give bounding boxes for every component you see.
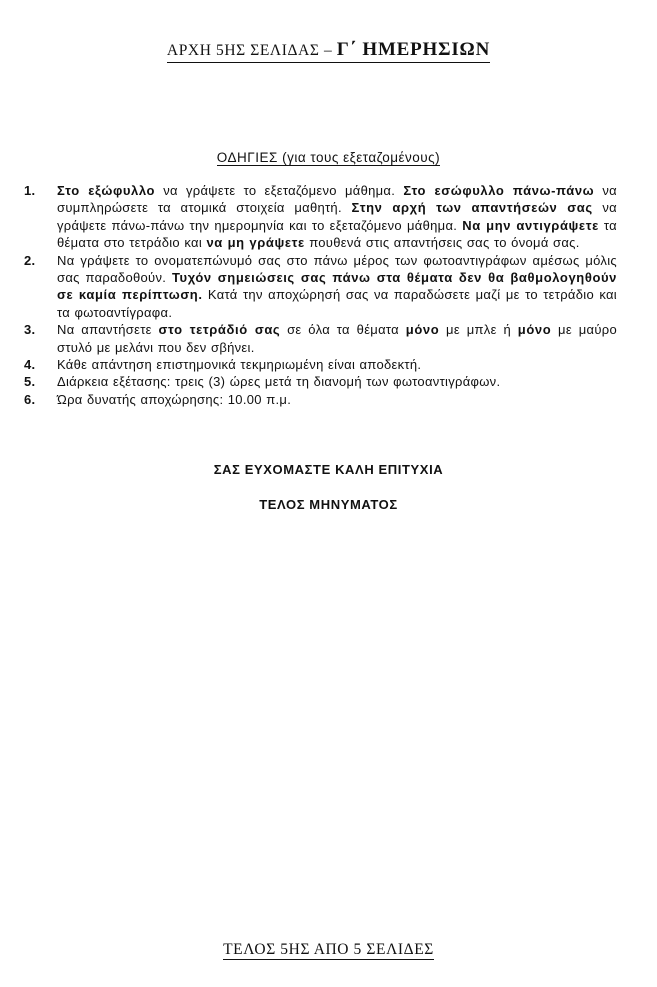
instruction-text [57,391,617,408]
instruction-item [24,182,617,252]
good-luck-message: ΣΑΣ ΕΥΧΟΜΑΣΤΕ ΚΑΛΗ ΕΠΙΤΥΧΙΑ [213,462,444,477]
page-footer-text: ΤΕΛΟΣ 5ΗΣ ΑΠΟ 5 ΣΕΛΙΔΕΣ [223,941,434,958]
page-header-prefix: ΑΡΧΗ 5ΗΣ ΣΕΛΙΔΑΣ – [166,42,337,59]
instruction-text [57,252,617,322]
instruction-segment: σε όλα τα θέματα [280,322,406,338]
instruction-number: 2. [24,252,36,268]
page-header-line [167,40,490,63]
instruction-segment: με μπλε ή [439,322,518,338]
instructions-title-text: ΟΔΗΓΙΕΣ (για τους εξεταζομένους) [216,150,441,165]
instruction-emphasis: Να μην αντιγράψετε [462,217,599,233]
instruction-text [57,356,617,373]
instruction-emphasis: Στο εσώφυλλο πάνω-πάνω [403,183,595,198]
instruction-emphasis: Στην αρχή των απαντήσεών σας [351,200,593,216]
instruction-segment: να γράψετε το εξεταζόμενο μάθημα. [155,183,404,198]
instruction-segment: τα θέματα στο τετράδιο και [57,217,617,251]
instruction-segment: Ώρα δυνατής αποχώρησης: 10.00 π.μ. [57,391,292,407]
instruction-segment: να γράψετε πάνω-πάνω την ημερομηνία και το εξεταζόμενο μάθημα. [57,200,617,233]
instruction-number: 5. [24,374,36,390]
page-footer [0,941,657,959]
instruction-segment: Κατά την αποχώρησή σας να παραδώσετε μαζί με το τετράδιο και τα φωτοαντίγραφα. [57,287,617,320]
instruction-item [24,252,617,322]
instructions-list [24,182,617,408]
instruction-segment: Να γράψετε το ονοματεπώνυμό σας στο πάνω μέρος των φωτοαντιγράφων αμέσως μόλις σας παραδοθούν. [57,252,617,286]
instruction-emphasis: να μη γράψετε [206,235,305,251]
instruction-item [24,356,617,373]
instruction-segment: Να απαντήσετε [57,322,159,338]
instructions-title [0,150,657,165]
instruction-item [24,391,617,408]
instruction-segment: Διάρκεια εξέτασης: τρεις (3) ώρες μετά τη διανομή των φωτοαντιγράφων. [57,374,501,390]
instruction-number: 6. [24,391,36,407]
instruction-segment: πουθενά στις απαντήσεις σας το όνομά σας. [304,235,580,251]
end-message: ΤΕΛΟΣ ΜΗΝΥΜΑΤΟΣ [259,497,398,512]
instruction-number: 4. [24,357,36,373]
instruction-segment: Κάθε απάντηση επιστημονικά τεκμηριωμένη είναι αποδεκτή. [57,357,422,373]
instruction-emphasis: στο τετράδιό σας [158,322,281,338]
page-header [0,40,657,63]
instruction-text [57,182,617,252]
instruction-segment: να συμπληρώσετε τα ατομικά στοιχεία μαθητή. [57,183,617,216]
instruction-item [24,373,617,390]
instruction-text [57,321,617,356]
instruction-emphasis: μόνο [405,322,440,338]
instruction-item [24,321,617,356]
page-header-class: Γ΄ ΗΜΕΡΗΣΙΩΝ [336,39,491,60]
instruction-emphasis: μόνο [517,322,552,338]
instruction-number: 1. [24,183,36,198]
instruction-segment: με μαύρο στυλό με μελάνι που δεν σβήνει. [57,322,617,355]
instruction-number: 3. [24,322,36,338]
instruction-emphasis: Τυχόν σημειώσεις σας πάνω στα θέματα δεν θα βαθμολογηθούν σε καμία περίπτωση. [57,270,617,303]
instruction-emphasis: Στο εξώφυλλο [57,183,156,198]
instruction-text [57,373,617,390]
